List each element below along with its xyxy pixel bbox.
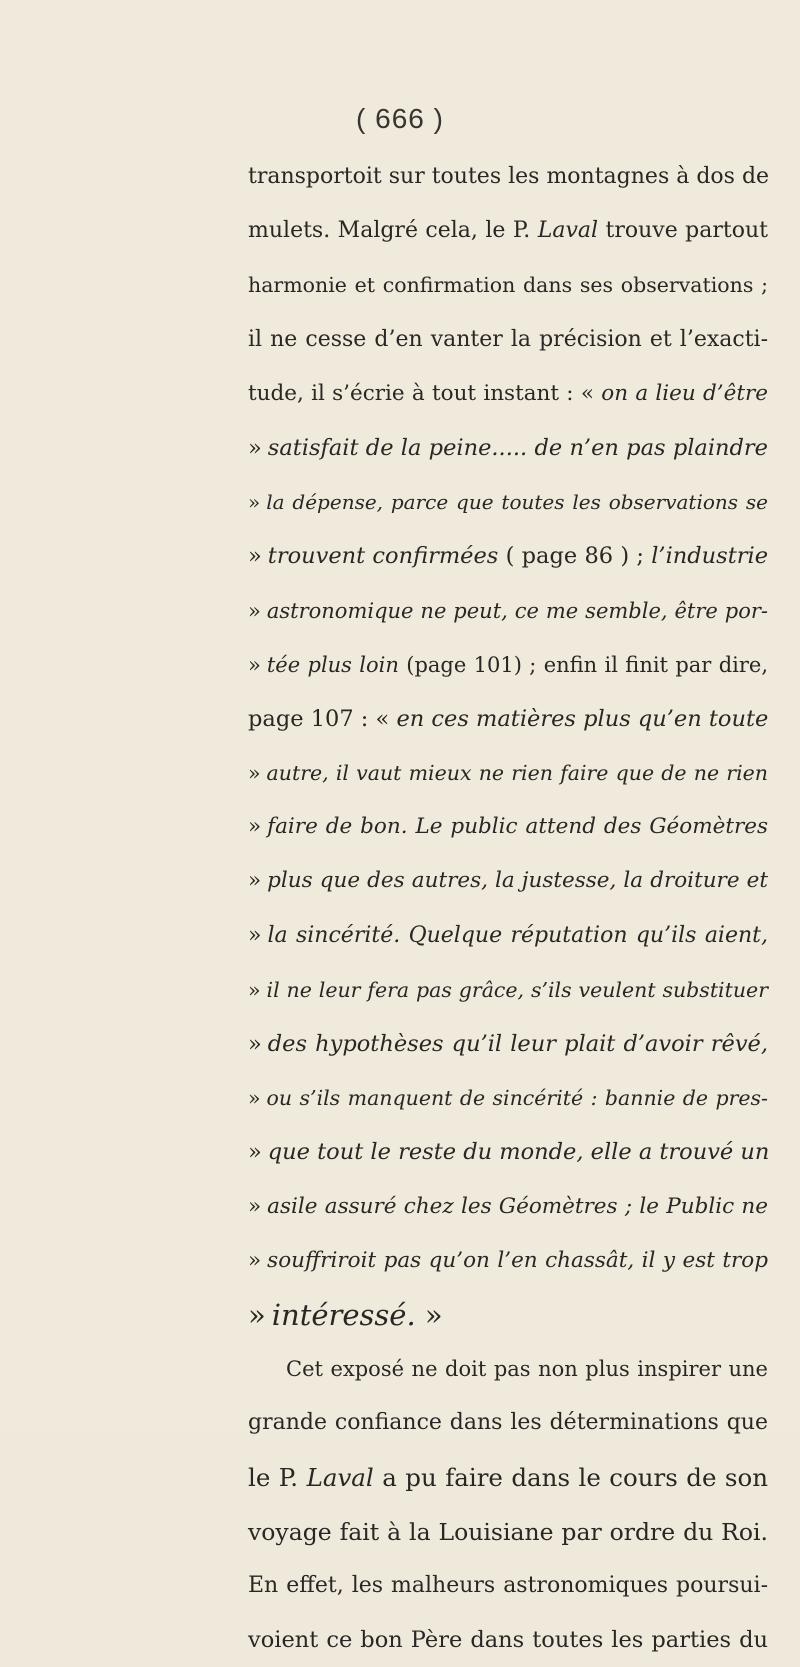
- text-line: » plus que des autres, la justesse, la droiture et: [248, 868, 768, 894]
- text-line: » la dépense, parce que toutes les observations se: [248, 490, 768, 515]
- text-line: voyage fait à la Louisiane par ordre du Roi.: [248, 1517, 768, 1546]
- text-line: harmonie et confirmation dans ses observations ;: [248, 273, 768, 298]
- text-line: voient ce bon Père dans toutes les parties du: [248, 1627, 768, 1654]
- text-line: tude, il s’écrie à tout instant : « on a lieu d’être: [248, 380, 768, 406]
- body-text: [248, 150, 768, 1667]
- text-line: le P. Laval a pu faire dans le cours de son: [248, 1462, 769, 1492]
- text-line: » satisfait de la peine..... de n’en pas plaindre: [248, 434, 768, 461]
- text-line: » que tout le reste du monde, elle a trouvé un: [248, 1139, 770, 1166]
- text-line: » tée plus loin (page 101) ; enfin il finit par dire,: [248, 652, 768, 677]
- text-line: » souffriroit pas qu’on l’en chassât, il y est trop: [248, 1247, 768, 1273]
- text-line: » trouvent confirmées ( page 86 ) ; l’industrie: [248, 543, 769, 570]
- text-line: » ou s’ils manquent de sincérité : bannie de pres-: [248, 1086, 768, 1111]
- text-line: » astronomique ne peut, ce me semble, être por-: [248, 598, 768, 623]
- text-line: » la sincérité. Quelque réputation qu’ils aient,: [248, 922, 768, 948]
- text-line: » faire de bon. Le public attend des Géomètres: [248, 814, 768, 840]
- text-line: » des hypothèses qu’il leur plait d’avoir rêvé,: [248, 1031, 768, 1057]
- text-line: grande confiance dans les déterminations que: [248, 1410, 768, 1436]
- text-line: » il ne leur fera pas grâce, s’ils veulent substituer: [248, 977, 768, 1002]
- text-line: page 107 : « en ces matières plus qu’en toute: [248, 705, 769, 732]
- text-line: » intéressé. »: [248, 1297, 443, 1332]
- page-number: ( 666 ): [356, 103, 444, 134]
- text-line: mulets. Malgré cela, le P. Laval trouve partout: [248, 218, 768, 244]
- text-line: transportoit sur toutes les montagnes à dos de: [248, 164, 770, 189]
- text-line: En effet, les malheurs astronomiques poursui-: [248, 1572, 768, 1598]
- text-line: » asile assuré chez les Géomètres ; le Public ne: [248, 1193, 768, 1219]
- text-line: » autre, il vaut mieux ne rien faire que de ne rien: [248, 761, 768, 786]
- text-line: Cet exposé ne doit pas non plus inspirer une: [286, 1357, 768, 1382]
- text-line: il ne cesse d’en vanter la précision et l’exacti-: [248, 326, 768, 352]
